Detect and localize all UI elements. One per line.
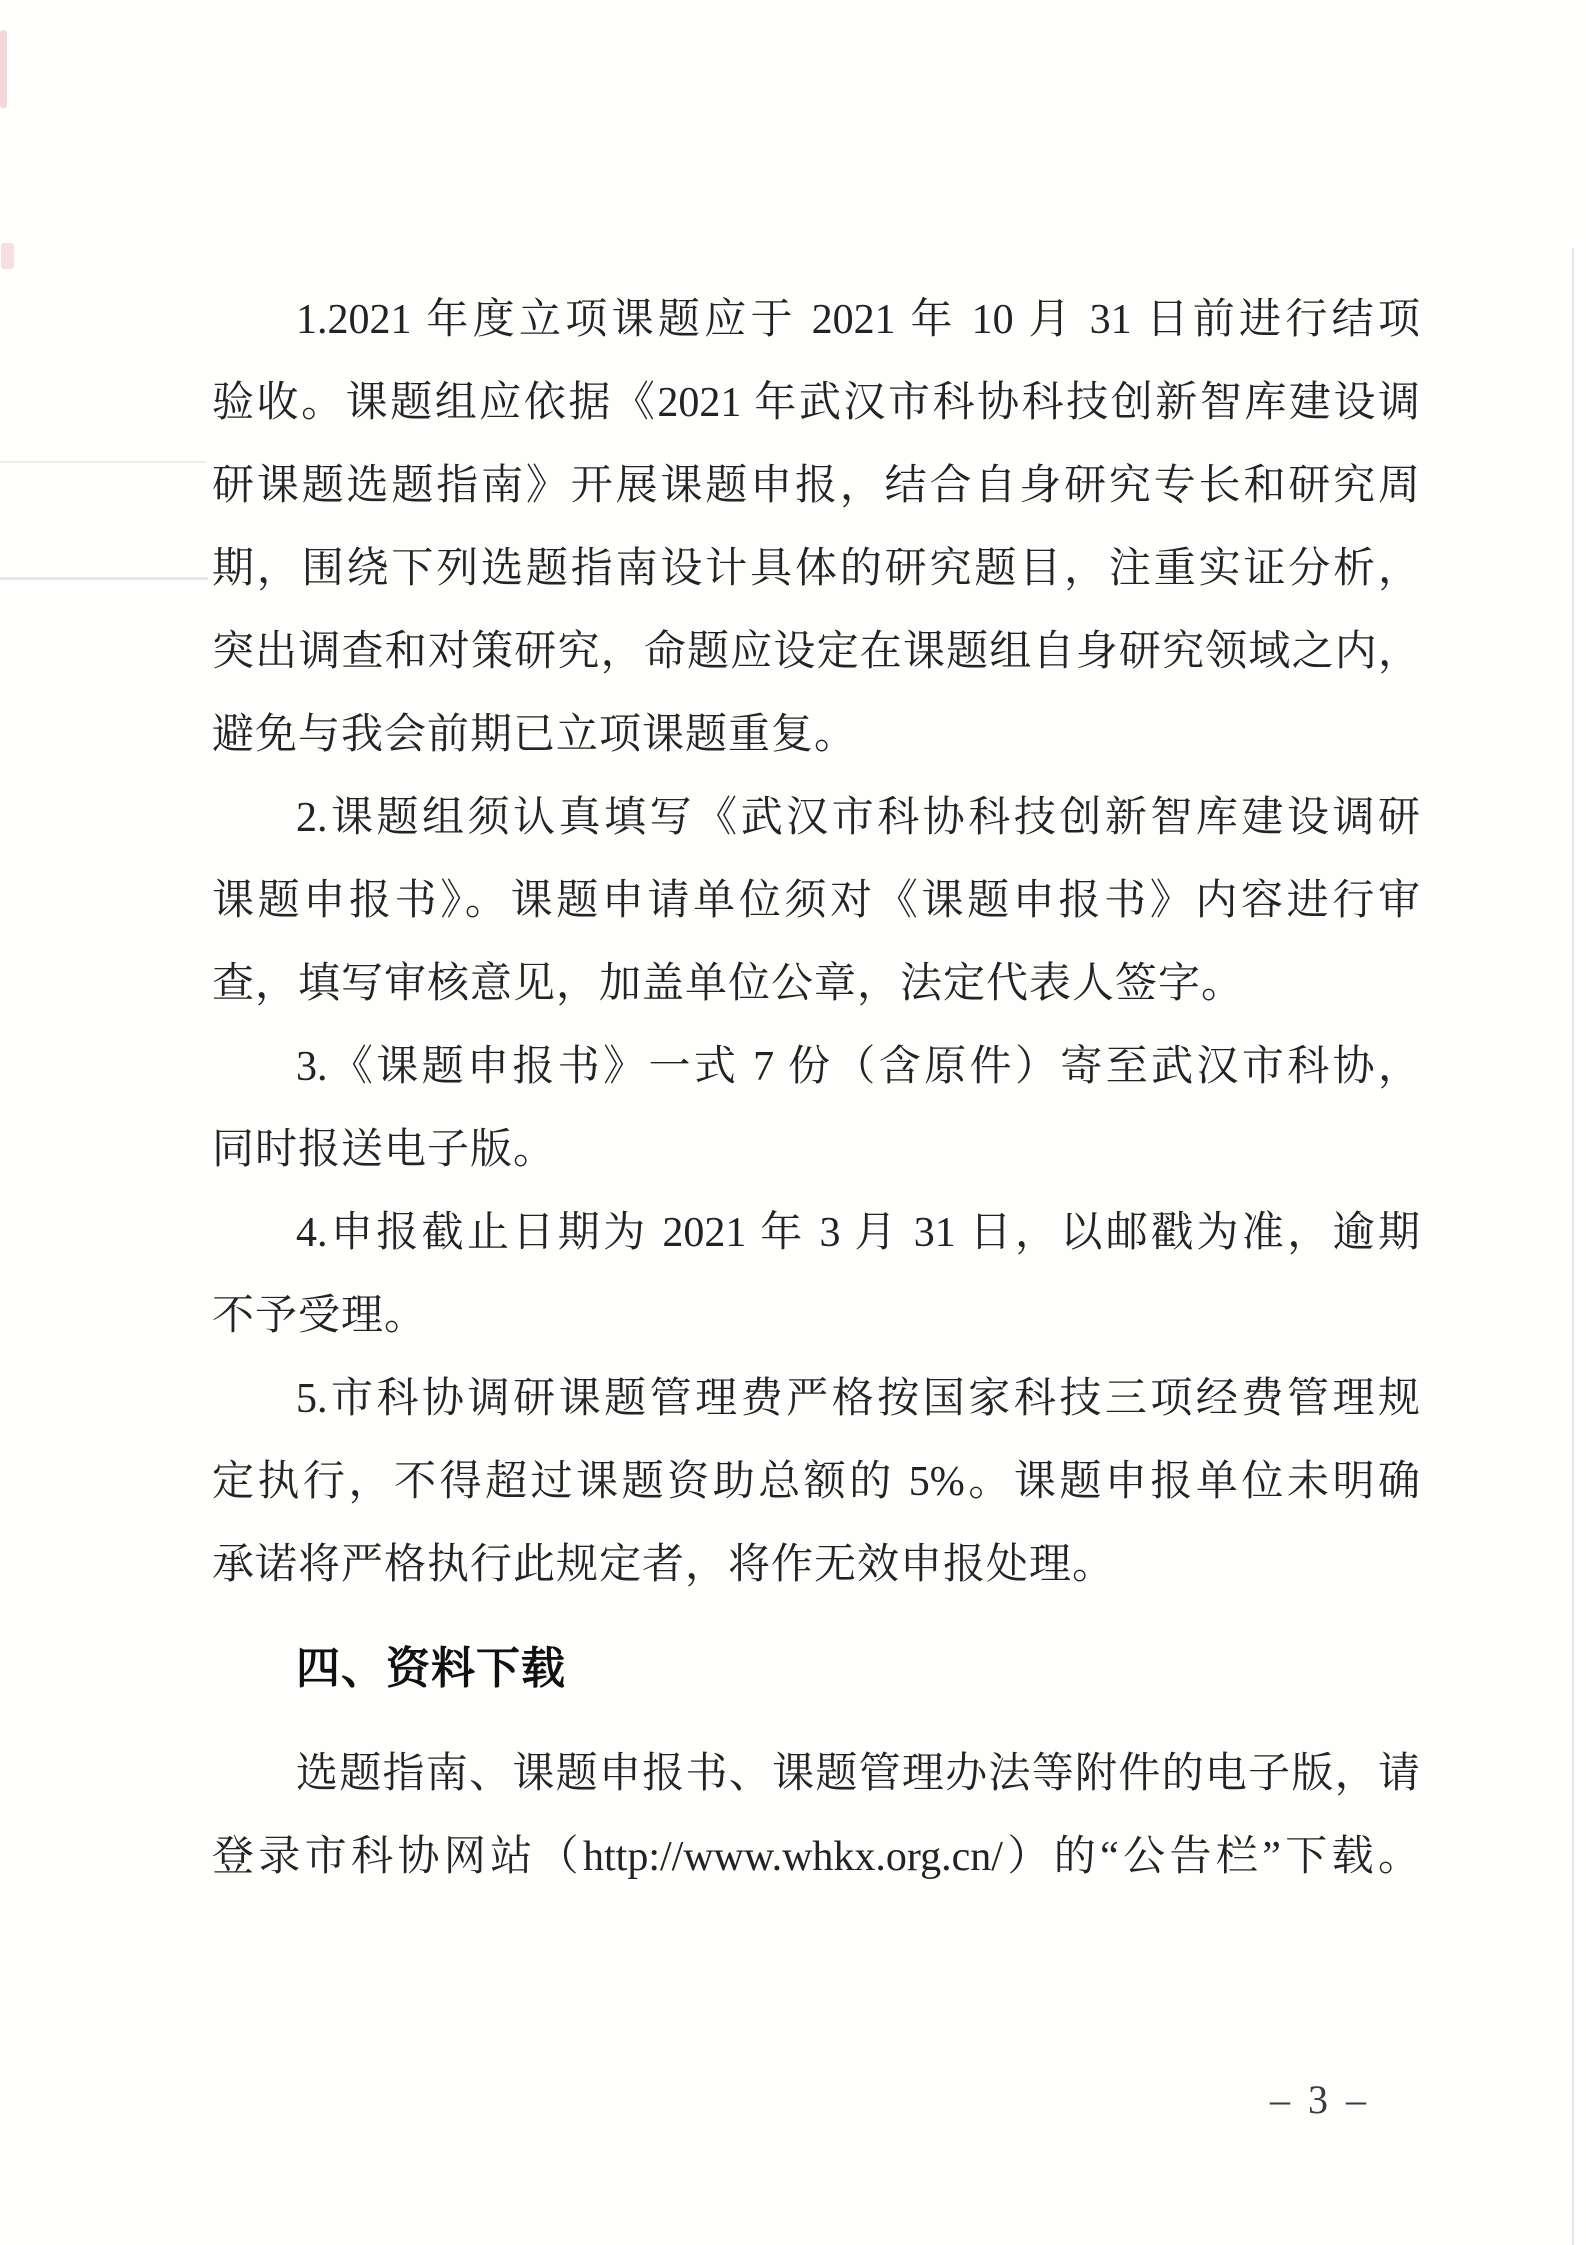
text-line: 期，围绕下列选题指南设计具体的研究题目，注重实证分析， [212,546,1420,592]
text-line: 1.2021 年度立项课题应于 2021 年 10 月 31 日前进行结项 [296,297,1420,343]
text-line: 验收。课题组应依据《2021 年武汉市科协科技创新智库建设调 [212,380,1420,426]
scan-artifact-streak [0,577,208,580]
document-body [212,279,1420,1899]
scan-artifact-streak [0,461,206,463]
text-line: 5.市科协调研课题管理费严格按国家科技三项经费管理规 [296,1376,1420,1422]
text-line: 3.《课题申报书》一式 7 份（含原件）寄至武汉市科协， [296,1044,1420,1090]
section-heading: 四、资料下载 [296,1644,566,1693]
text-line: 定执行，不得超过课题资助总额的 5%。课题申报单位未明确 [212,1459,1420,1505]
text-line: 登录市科协网站（http://www.whkx.org.cn/）的“公告栏”下载。 [212,1834,1420,1880]
page-number: – 3 – [1270,2077,1370,2122]
text-line: 避免与我会前期已立项课题重复。 [212,712,858,758]
text-line: 突出调查和对策研究，命题应设定在课题组自身研究领域之内， [212,629,1420,675]
text-line: 课题申报书》。课题申请单位须对《课题申报书》内容进行审 [212,878,1420,924]
scan-edge-line [1572,248,1574,2245]
text-line: 研课题选题指南》开展课题申报，结合自身研究专长和研究周 [212,463,1420,509]
text-line: 选题指南、课题申报书、课题管理办法等附件的电子版，请 [296,1751,1420,1797]
text-line: 同时报送电子版。 [212,1127,557,1173]
text-line: 承诺将严格执行此规定者，将作无效申报处理。 [212,1542,1116,1588]
scan-artifact-pink-mark [1,243,14,269]
scan-artifact-pink-mark [0,30,7,108]
text-line: 查，填写审核意见，加盖单位公章，法定代表人签字。 [212,961,1245,1007]
text-line: 4.申报截止日期为 2021 年 3 月 31 日，以邮戳为准，逾期 [296,1210,1420,1256]
text-line: 不予受理。 [212,1293,428,1339]
text-line: 2.课题组须认真填写《武汉市科协科技创新智库建设调研 [296,795,1420,841]
